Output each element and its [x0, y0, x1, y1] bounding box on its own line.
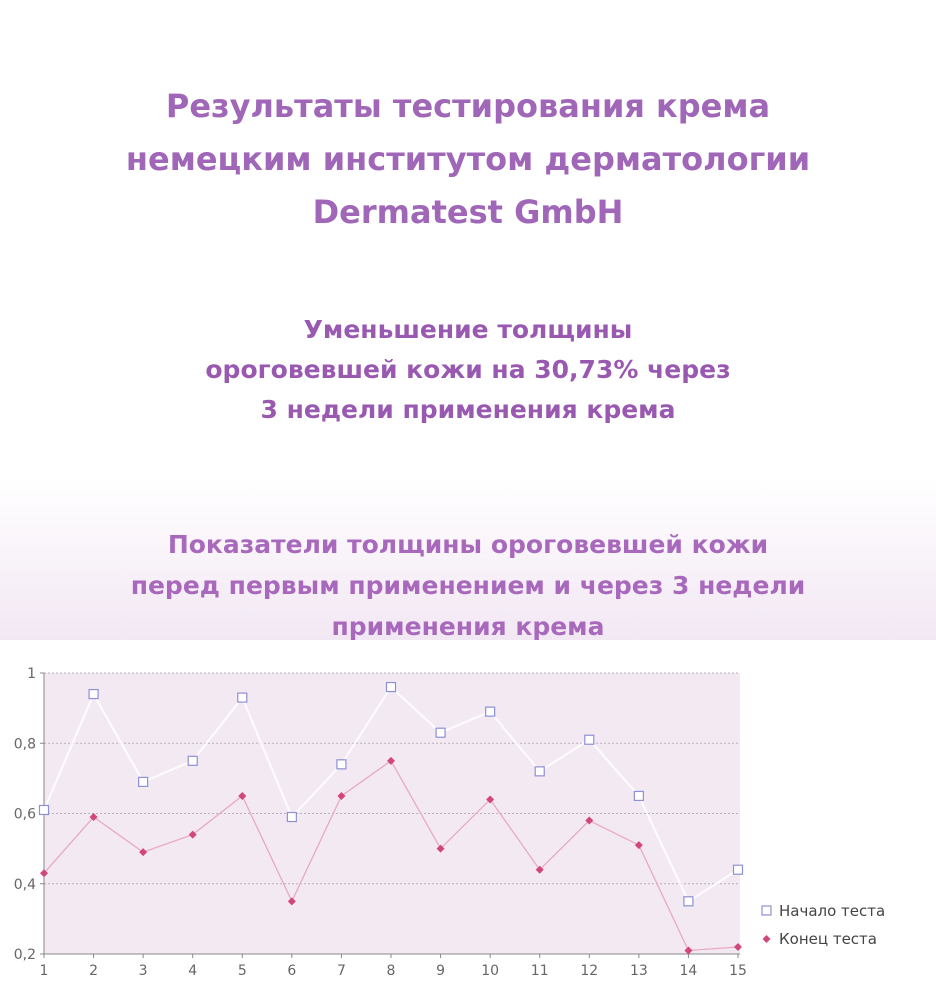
x-tick-label: 5 [237, 963, 247, 979]
chart-title-line-1: Показатели толщины ороговевшей кожи [167, 530, 769, 559]
subtitle-line-3: 3 недели применения крема [260, 395, 676, 424]
x-tick-label: 11 [530, 963, 549, 979]
series-start-point [387, 683, 396, 692]
x-tick-label: 7 [336, 963, 346, 979]
x-tick-label: 3 [138, 963, 148, 979]
series-start-point [684, 897, 693, 906]
x-tick-label: 13 [629, 963, 648, 979]
x-tick-label: 1 [39, 963, 49, 979]
y-tick-label: 1 [27, 666, 36, 682]
x-tick-label: 9 [436, 963, 446, 979]
title-line-3: Dermatest GmbH [312, 193, 624, 231]
legend-label-start: Начало теста [779, 902, 886, 920]
y-tick-label: 0,6 [13, 806, 36, 823]
series-start-point [287, 813, 296, 822]
series-start-point [585, 735, 594, 744]
series-start-point [40, 805, 49, 814]
y-tick-label: 0,2 [13, 947, 36, 963]
result-subtitle [0, 310, 936, 430]
subtitle-line-2: ороговевшей кожи на 30,73% через [205, 355, 731, 384]
y-tick-label: 0,4 [13, 876, 36, 893]
legend-label-end: Конец теста [779, 930, 877, 948]
subtitle-line-1: Уменьшение толщины [303, 315, 633, 344]
y-tick-label: 0,8 [13, 736, 36, 753]
series-start-point [337, 760, 346, 769]
series-start-point [89, 690, 98, 699]
series-start-point [436, 728, 445, 737]
chart-title-line-2: перед первым применением и через 3 недели [130, 571, 806, 600]
title-line-1: Результаты тестирования крема [165, 87, 771, 125]
series-start-point [139, 777, 148, 786]
x-tick-label: 8 [386, 963, 396, 979]
x-tick-label: 4 [188, 963, 198, 979]
chart-container [0, 660, 936, 1000]
chart-title [0, 524, 936, 647]
series-start-point [634, 791, 643, 800]
x-tick-label: 14 [679, 963, 698, 979]
title-line-2: немецким институтом дерматологии [125, 140, 811, 178]
series-start-point [238, 693, 247, 702]
chart-title-line-3: применения крема [331, 612, 605, 641]
x-tick-label: 15 [729, 963, 747, 979]
series-start-point [734, 865, 743, 874]
legend-marker-start [762, 906, 771, 915]
x-tick-label: 12 [580, 963, 599, 979]
series-start-point [188, 756, 197, 765]
x-tick-label: 6 [287, 963, 297, 979]
chart [0, 660, 936, 1000]
x-tick-label: 10 [481, 963, 500, 979]
series-start-point [486, 707, 495, 716]
page-title [0, 80, 936, 239]
series-start-point [535, 767, 544, 776]
x-tick-label: 2 [89, 963, 99, 979]
